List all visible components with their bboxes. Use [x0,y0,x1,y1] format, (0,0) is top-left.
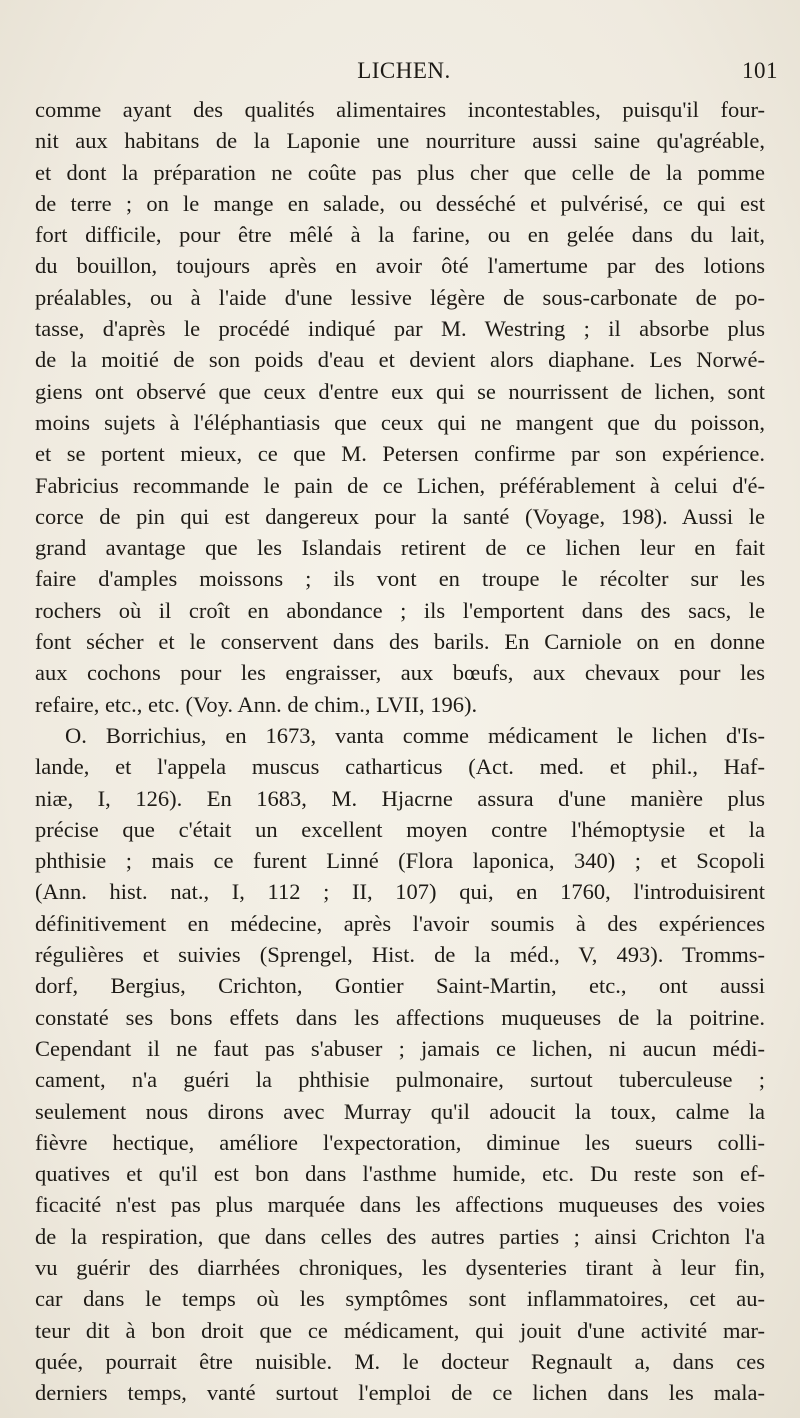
text-line: dorf, Bergius, Crichton, Gontier Saint-Martin, etc., ont aussi [35,973,765,999]
text-line: régulières et suivies (Sprengel, Hist. de la méd., V, 493). Tromms- [35,942,765,968]
page-number: 101 [742,58,778,83]
text-line: du bouillon, toujours après en avoir ôté l'amertume par des lotions [35,253,765,279]
text-line: seulement nous dirons avec Murray qu'il adoucit la toux, calme la [35,1098,765,1124]
text-line: fort difficile, pour être mêlé à la farine, ou en gelée dans du lait, [35,222,765,248]
text-line: O. Borrichius, en 1673, vanta comme médicament le lichen d'Is- [65,722,765,748]
text-line: derniers temps, vanté surtout l'emploi de ce lichen dans les mala- [35,1380,765,1406]
text-line: font sécher et le conservent dans des barils. En Carniole on en donne [35,629,765,655]
body-text [35,94,765,1408]
text-line: constaté ses bons effets dans les affections muqueuses de la poitrine. [35,1004,765,1030]
text-line: fièvre hectique, améliore l'expectoration, diminue les sueurs colli- [35,1129,765,1155]
text-line: vu guérir des diarrhées chroniques, les dysenteries tirant à leur fin, [35,1254,765,1280]
text-line: de la moitié de son poids d'eau et devient alors diaphane. Les Norwé- [35,347,765,373]
text-line: niæ, I, 126). En 1683, M. Hjacrne assura d'une manière plus [35,785,765,811]
text-line: préalables, ou à l'aide d'une lessive légère de sous-carbonate de po- [35,284,765,310]
text-line: et se portent mieux, ce que M. Petersen confirme par son expérience. [35,441,765,467]
text-line: lande, et l'appela muscus catharticus (Act. med. et phil., Haf- [35,754,765,780]
text-line: quée, pourrait être nuisible. M. le docteur Regnault a, dans ces [35,1348,765,1374]
text-line: définitivement en médecine, après l'avoir soumis à des expériences [35,910,765,936]
text-line: de terre ; on le mange en salade, ou desséché et pulvérisé, ce qui est [35,190,765,216]
text-line: ficacité n'est pas plus marquée dans les affections muqueuses des voies [35,1192,765,1218]
text-line: phthisie ; mais ce furent Linné (Flora laponica, 340) ; et Scopoli [35,848,765,874]
text-line: Cependant il ne faut pas s'abuser ; jamais ce lichen, ni aucun médi- [35,1035,765,1061]
text-line: aux cochons pour les engraisser, aux bœufs, aux chevaux pour les [35,660,765,686]
text-line: teur dit à bon droit que ce médicament, qui jouit d'une activité mar- [35,1317,765,1343]
text-line: car dans le temps où les symptômes sont inflammatoires, cet au- [35,1286,765,1312]
text-line: grand avantage que les Islandais retirent de ce lichen leur en fait [35,535,765,561]
text-line: corce de pin qui est dangereux pour la santé (Voyage, 198). Aussi le [35,503,765,529]
text-line: refaire, etc., etc. (Voy. Ann. de chim., LVII, 196). [35,691,478,717]
text-line: cament, n'a guéri la phthisie pulmonaire, surtout tuberculeuse ; [35,1067,765,1093]
text-line: (Ann. hist. nat., I, 112 ; II, 107) qui, en 1760, l'introduisirent [35,879,765,905]
running-title: LICHEN. [357,58,451,83]
text-line: quatives et qu'il est bon dans l'asthme humide, etc. Du reste son ef- [35,1161,765,1187]
text-line: et dont la préparation ne coûte pas plus cher que celle de la pomme [35,159,765,185]
text-line: faire d'amples moissons ; ils vont en troupe le récolter sur les [35,566,765,592]
text-line: de la respiration, que dans celles des autres parties ; ainsi Crichton l'a [35,1223,765,1249]
text-line: nit aux habitans de la Laponie une nourriture aussi saine qu'agréable, [35,128,765,154]
text-line: comme ayant des qualités alimentaires incontestables, puisqu'il four- [35,97,765,122]
text-line: rochers où il croît en abondance ; ils l'emportent dans des sacs, le [35,597,765,623]
text-line: tasse, d'après le procédé indiqué par M. Westring ; il absorbe plus [35,316,765,342]
text-line: moins sujets à l'éléphantiasis que ceux qui ne mangent que du poisson, [35,409,765,435]
page-header [30,58,778,92]
text-line: Fabricius recommande le pain de ce Lichen, préférablement à celui d'é- [35,472,765,498]
text-line: giens ont observé que ceux d'entre eux qui se nourrissent de lichen, sont [35,378,765,404]
text-line: précise que c'était un excellent moyen contre l'hémoptysie et la [35,816,765,842]
